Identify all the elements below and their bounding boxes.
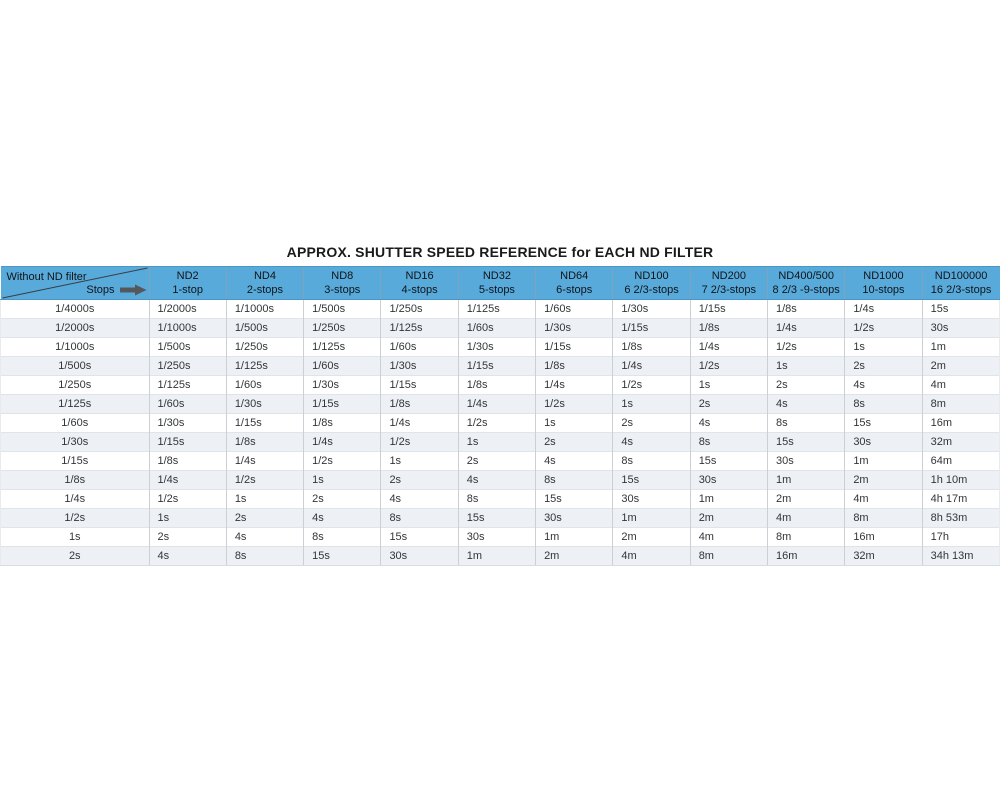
nd-filter-stops: 4-stops bbox=[401, 284, 438, 296]
table-row bbox=[1, 433, 1000, 452]
corner-cell bbox=[1, 267, 150, 300]
shutter-cell: 8s bbox=[304, 528, 381, 547]
nd-filter-stops: 10-stops bbox=[862, 284, 905, 296]
shutter-cell: 2m bbox=[613, 528, 690, 547]
shutter-cell: 1/30s bbox=[536, 319, 613, 338]
base-shutter-cell: 1/1000s bbox=[1, 338, 150, 357]
nd-filter-name: ND100000 bbox=[934, 270, 988, 282]
shutter-cell: 1s bbox=[149, 509, 226, 528]
shutter-cell: 15s bbox=[304, 547, 381, 566]
table-title: APPROX. SHUTTER SPEED REFERENCE for EACH ND FILTER bbox=[286, 244, 714, 260]
column-header-nd4 bbox=[226, 267, 303, 300]
shutter-cell: 1/2s bbox=[613, 376, 690, 395]
shutter-cell: 8m bbox=[922, 395, 999, 414]
table-row bbox=[1, 490, 1000, 509]
shutter-cell: 1/250s bbox=[149, 357, 226, 376]
shutter-cell: 1/4s bbox=[613, 357, 690, 376]
shutter-cell: 1/250s bbox=[381, 300, 458, 319]
shutter-cell: 30s bbox=[922, 319, 999, 338]
shutter-cell: 1m bbox=[768, 471, 845, 490]
shutter-cell: 2m bbox=[690, 509, 767, 528]
shutter-cell: 15s bbox=[536, 490, 613, 509]
shutter-cell: 15s bbox=[381, 528, 458, 547]
shutter-cell: 30s bbox=[690, 471, 767, 490]
table-row bbox=[1, 338, 1000, 357]
column-header-nd32 bbox=[458, 267, 535, 300]
shutter-cell: 1/60s bbox=[226, 376, 303, 395]
shutter-cell: 1/8s bbox=[226, 433, 303, 452]
table-body bbox=[1, 300, 1000, 566]
shutter-cell: 1/30s bbox=[613, 300, 690, 319]
shutter-cell: 1/8s bbox=[768, 300, 845, 319]
corner-bottom-group bbox=[86, 284, 146, 296]
table-row bbox=[1, 471, 1000, 490]
shutter-cell: 1/125s bbox=[458, 300, 535, 319]
nd-filter-stops: 7 2/3-stops bbox=[701, 284, 757, 296]
shutter-cell: 1m bbox=[458, 547, 535, 566]
shutter-cell: 4s bbox=[149, 547, 226, 566]
shutter-cell: 16m bbox=[768, 547, 845, 566]
shutter-cell: 4s bbox=[845, 376, 922, 395]
shutter-cell: 2m bbox=[536, 547, 613, 566]
shutter-cell: 2s bbox=[226, 509, 303, 528]
shutter-cell: 4s bbox=[226, 528, 303, 547]
shutter-cell: 1/125s bbox=[149, 376, 226, 395]
shutter-cell: 1/500s bbox=[226, 319, 303, 338]
shutter-cell: 1/30s bbox=[304, 376, 381, 395]
column-header-nd8 bbox=[304, 267, 381, 300]
shutter-cell: 1/15s bbox=[690, 300, 767, 319]
shutter-cell: 1/2s bbox=[768, 338, 845, 357]
shutter-cell: 1/4s bbox=[458, 395, 535, 414]
column-header-nd200 bbox=[690, 267, 767, 300]
shutter-cell: 1h 10m bbox=[922, 471, 999, 490]
shutter-cell: 1s bbox=[226, 490, 303, 509]
shutter-cell: 8m bbox=[690, 547, 767, 566]
table-header bbox=[1, 267, 1000, 300]
shutter-cell: 64m bbox=[922, 452, 999, 471]
nd-filter-stops: 1-stop bbox=[172, 284, 203, 296]
shutter-cell: 8m bbox=[845, 509, 922, 528]
shutter-cell: 1/60s bbox=[381, 338, 458, 357]
shutter-cell: 8s bbox=[690, 433, 767, 452]
shutter-cell: 1/500s bbox=[304, 300, 381, 319]
shutter-cell: 1m bbox=[536, 528, 613, 547]
shutter-cell: 1/8s bbox=[536, 357, 613, 376]
shutter-cell: 2s bbox=[690, 395, 767, 414]
shutter-cell: 1/4s bbox=[226, 452, 303, 471]
shutter-cell: 4m bbox=[690, 528, 767, 547]
shutter-cell: 4s bbox=[768, 395, 845, 414]
table-row bbox=[1, 509, 1000, 528]
nd-filter-name: ND1000 bbox=[863, 270, 904, 282]
shutter-cell: 1/8s bbox=[690, 319, 767, 338]
nd-filter-name: ND64 bbox=[560, 270, 589, 282]
shutter-cell: 4m bbox=[845, 490, 922, 509]
shutter-cell: 1/1000s bbox=[226, 300, 303, 319]
shutter-cell: 2m bbox=[922, 357, 999, 376]
shutter-cell: 1/60s bbox=[149, 395, 226, 414]
shutter-cell: 2s bbox=[768, 376, 845, 395]
corner-top-label: Without ND filter bbox=[6, 271, 87, 283]
shutter-cell: 1m bbox=[922, 338, 999, 357]
shutter-cell: 1/2s bbox=[381, 433, 458, 452]
shutter-cell: 1/125s bbox=[226, 357, 303, 376]
nd-filter-name: ND200 bbox=[711, 270, 746, 282]
base-shutter-cell: 1/2s bbox=[1, 509, 150, 528]
shutter-cell: 4s bbox=[458, 471, 535, 490]
shutter-cell: 1/2s bbox=[149, 490, 226, 509]
shutter-cell: 8s bbox=[458, 490, 535, 509]
shutter-cell: 1/60s bbox=[304, 357, 381, 376]
base-shutter-cell: 1s bbox=[1, 528, 150, 547]
column-header-nd1000 bbox=[845, 267, 922, 300]
nd-filter-name: ND2 bbox=[176, 270, 199, 282]
column-header-nd2 bbox=[149, 267, 226, 300]
shutter-cell: 8h 53m bbox=[922, 509, 999, 528]
base-shutter-cell: 1/8s bbox=[1, 471, 150, 490]
shutter-cell: 1/30s bbox=[458, 338, 535, 357]
base-shutter-cell: 1/500s bbox=[1, 357, 150, 376]
shutter-cell: 1s bbox=[613, 395, 690, 414]
shutter-cell: 8s bbox=[536, 471, 613, 490]
shutter-cell: 34h 13m bbox=[922, 547, 999, 566]
shutter-cell: 4s bbox=[690, 414, 767, 433]
base-shutter-cell: 1/4000s bbox=[1, 300, 150, 319]
column-header-nd100 bbox=[613, 267, 690, 300]
shutter-cell: 15s bbox=[458, 509, 535, 528]
shutter-cell: 1/4s bbox=[149, 471, 226, 490]
shutter-cell: 8s bbox=[768, 414, 845, 433]
shutter-cell: 8s bbox=[226, 547, 303, 566]
nd-filter-name: ND4 bbox=[253, 270, 276, 282]
shutter-cell: 8s bbox=[845, 395, 922, 414]
table-row bbox=[1, 528, 1000, 547]
shutter-cell: 1/15s bbox=[226, 414, 303, 433]
shutter-cell: 1/15s bbox=[458, 357, 535, 376]
nd-filter-stops: 8 2/3 -9-stops bbox=[772, 284, 840, 296]
shutter-cell: 1/2s bbox=[304, 452, 381, 471]
shutter-cell: 1s bbox=[304, 471, 381, 490]
shutter-cell: 1/125s bbox=[304, 338, 381, 357]
shutter-cell: 1/4s bbox=[690, 338, 767, 357]
shutter-cell: 1/8s bbox=[613, 338, 690, 357]
nd-filter-name: ND16 bbox=[405, 270, 434, 282]
shutter-cell: 30s bbox=[768, 452, 845, 471]
nd-filter-stops: 3-stops bbox=[324, 284, 361, 296]
column-header-nd16 bbox=[381, 267, 458, 300]
nd-filter-stops: 2-stops bbox=[246, 284, 283, 296]
shutter-cell: 1/8s bbox=[381, 395, 458, 414]
nd-filter-stops: 16 2/3-stops bbox=[930, 284, 992, 296]
shutter-cell: 1/2s bbox=[690, 357, 767, 376]
shutter-cell: 1m bbox=[845, 452, 922, 471]
shutter-cell: 1/15s bbox=[613, 319, 690, 338]
shutter-cell: 1/30s bbox=[149, 414, 226, 433]
shutter-cell: 30s bbox=[458, 528, 535, 547]
shutter-cell: 1s bbox=[458, 433, 535, 452]
shutter-cell: 1/60s bbox=[536, 300, 613, 319]
shutter-cell: 30s bbox=[613, 490, 690, 509]
shutter-cell: 2s bbox=[458, 452, 535, 471]
nd-filter-stops: 6-stops bbox=[556, 284, 593, 296]
shutter-cell: 4s bbox=[304, 509, 381, 528]
shutter-cell: 1/2s bbox=[845, 319, 922, 338]
shutter-cell: 15s bbox=[768, 433, 845, 452]
shutter-cell: 1/2000s bbox=[149, 300, 226, 319]
shutter-cell: 4m bbox=[613, 547, 690, 566]
table-row bbox=[1, 300, 1000, 319]
shutter-cell: 1/60s bbox=[458, 319, 535, 338]
shutter-cell: 1/4s bbox=[536, 376, 613, 395]
nd-filter-shutter-table bbox=[0, 266, 1000, 566]
column-header-nd400-500 bbox=[768, 267, 845, 300]
shutter-cell: 16m bbox=[922, 414, 999, 433]
shutter-cell: 15s bbox=[845, 414, 922, 433]
shutter-cell: 2s bbox=[381, 471, 458, 490]
nd-filter-name: ND8 bbox=[331, 270, 354, 282]
shutter-cell: 1/1000s bbox=[149, 319, 226, 338]
column-header-nd64 bbox=[536, 267, 613, 300]
shutter-cell: 1s bbox=[690, 376, 767, 395]
shutter-cell: 1/8s bbox=[304, 414, 381, 433]
nd-filter-name: ND32 bbox=[482, 270, 511, 282]
shutter-cell: 4h 17m bbox=[922, 490, 999, 509]
shutter-cell: 15s bbox=[922, 300, 999, 319]
base-shutter-cell: 1/60s bbox=[1, 414, 150, 433]
shutter-cell: 1/15s bbox=[536, 338, 613, 357]
table-row bbox=[1, 452, 1000, 471]
shutter-cell: 15s bbox=[613, 471, 690, 490]
shutter-cell: 2s bbox=[845, 357, 922, 376]
shutter-cell: 4m bbox=[768, 509, 845, 528]
shutter-cell: 1/2s bbox=[226, 471, 303, 490]
column-header-nd100000 bbox=[922, 267, 999, 300]
shutter-cell: 1/4s bbox=[845, 300, 922, 319]
table-row bbox=[1, 414, 1000, 433]
shutter-cell: 1/8s bbox=[458, 376, 535, 395]
shutter-cell: 1/250s bbox=[226, 338, 303, 357]
shutter-cell: 2m bbox=[845, 471, 922, 490]
shutter-cell: 1/2s bbox=[458, 414, 535, 433]
table-row bbox=[1, 547, 1000, 566]
shutter-cell: 1/30s bbox=[381, 357, 458, 376]
shutter-cell: 1/15s bbox=[304, 395, 381, 414]
shutter-cell: 1/2s bbox=[536, 395, 613, 414]
shutter-cell: 2s bbox=[304, 490, 381, 509]
nd-filter-name: ND100 bbox=[634, 270, 669, 282]
shutter-cell: 8s bbox=[613, 452, 690, 471]
shutter-cell: 15s bbox=[690, 452, 767, 471]
nd-filter-name: ND400/500 bbox=[778, 270, 834, 282]
shutter-cell: 4s bbox=[536, 452, 613, 471]
shutter-cell: 30s bbox=[381, 547, 458, 566]
shutter-cell: 16m bbox=[845, 528, 922, 547]
right-arrow-icon bbox=[120, 284, 147, 296]
shutter-cell: 17h bbox=[922, 528, 999, 547]
shutter-cell: 8s bbox=[381, 509, 458, 528]
shutter-cell: 30s bbox=[536, 509, 613, 528]
shutter-cell: 8m bbox=[768, 528, 845, 547]
base-shutter-cell: 1/15s bbox=[1, 452, 150, 471]
shutter-cell: 2s bbox=[613, 414, 690, 433]
table-row bbox=[1, 376, 1000, 395]
base-shutter-cell: 1/30s bbox=[1, 433, 150, 452]
nd-filter-stops: 5-stops bbox=[478, 284, 515, 296]
shutter-cell: 1s bbox=[845, 338, 922, 357]
base-shutter-cell: 2s bbox=[1, 547, 150, 566]
table-row bbox=[1, 395, 1000, 414]
nd-filter-stops: 6 2/3-stops bbox=[624, 284, 679, 296]
table-row bbox=[1, 357, 1000, 376]
base-shutter-cell: 1/4s bbox=[1, 490, 150, 509]
base-shutter-cell: 1/2000s bbox=[1, 319, 150, 338]
shutter-cell: 2m bbox=[768, 490, 845, 509]
shutter-cell: 1m bbox=[613, 509, 690, 528]
shutter-cell: 1/4s bbox=[304, 433, 381, 452]
shutter-cell: 1/30s bbox=[226, 395, 303, 414]
shutter-cell: 32m bbox=[922, 433, 999, 452]
shutter-cell: 1/4s bbox=[381, 414, 458, 433]
shutter-cell: 1/4s bbox=[768, 319, 845, 338]
shutter-cell: 4s bbox=[613, 433, 690, 452]
base-shutter-cell: 1/250s bbox=[1, 376, 150, 395]
shutter-cell: 1m bbox=[690, 490, 767, 509]
shutter-cell: 1s bbox=[536, 414, 613, 433]
shutter-cell: 2s bbox=[149, 528, 226, 547]
table-row bbox=[1, 319, 1000, 338]
shutter-cell: 1s bbox=[768, 357, 845, 376]
corner-stops-label: Stops bbox=[86, 284, 115, 296]
shutter-cell: 1/250s bbox=[304, 319, 381, 338]
shutter-cell: 30s bbox=[845, 433, 922, 452]
shutter-cell: 4m bbox=[922, 376, 999, 395]
shutter-cell: 4s bbox=[381, 490, 458, 509]
shutter-cell: 1s bbox=[381, 452, 458, 471]
shutter-cell: 1/8s bbox=[149, 452, 226, 471]
header-row bbox=[1, 267, 1000, 300]
shutter-cell: 1/15s bbox=[149, 433, 226, 452]
shutter-cell: 2s bbox=[536, 433, 613, 452]
shutter-cell: 1/125s bbox=[381, 319, 458, 338]
shutter-cell: 32m bbox=[845, 547, 922, 566]
shutter-cell: 1/15s bbox=[381, 376, 458, 395]
shutter-cell: 1/500s bbox=[149, 338, 226, 357]
base-shutter-cell: 1/125s bbox=[1, 395, 150, 414]
